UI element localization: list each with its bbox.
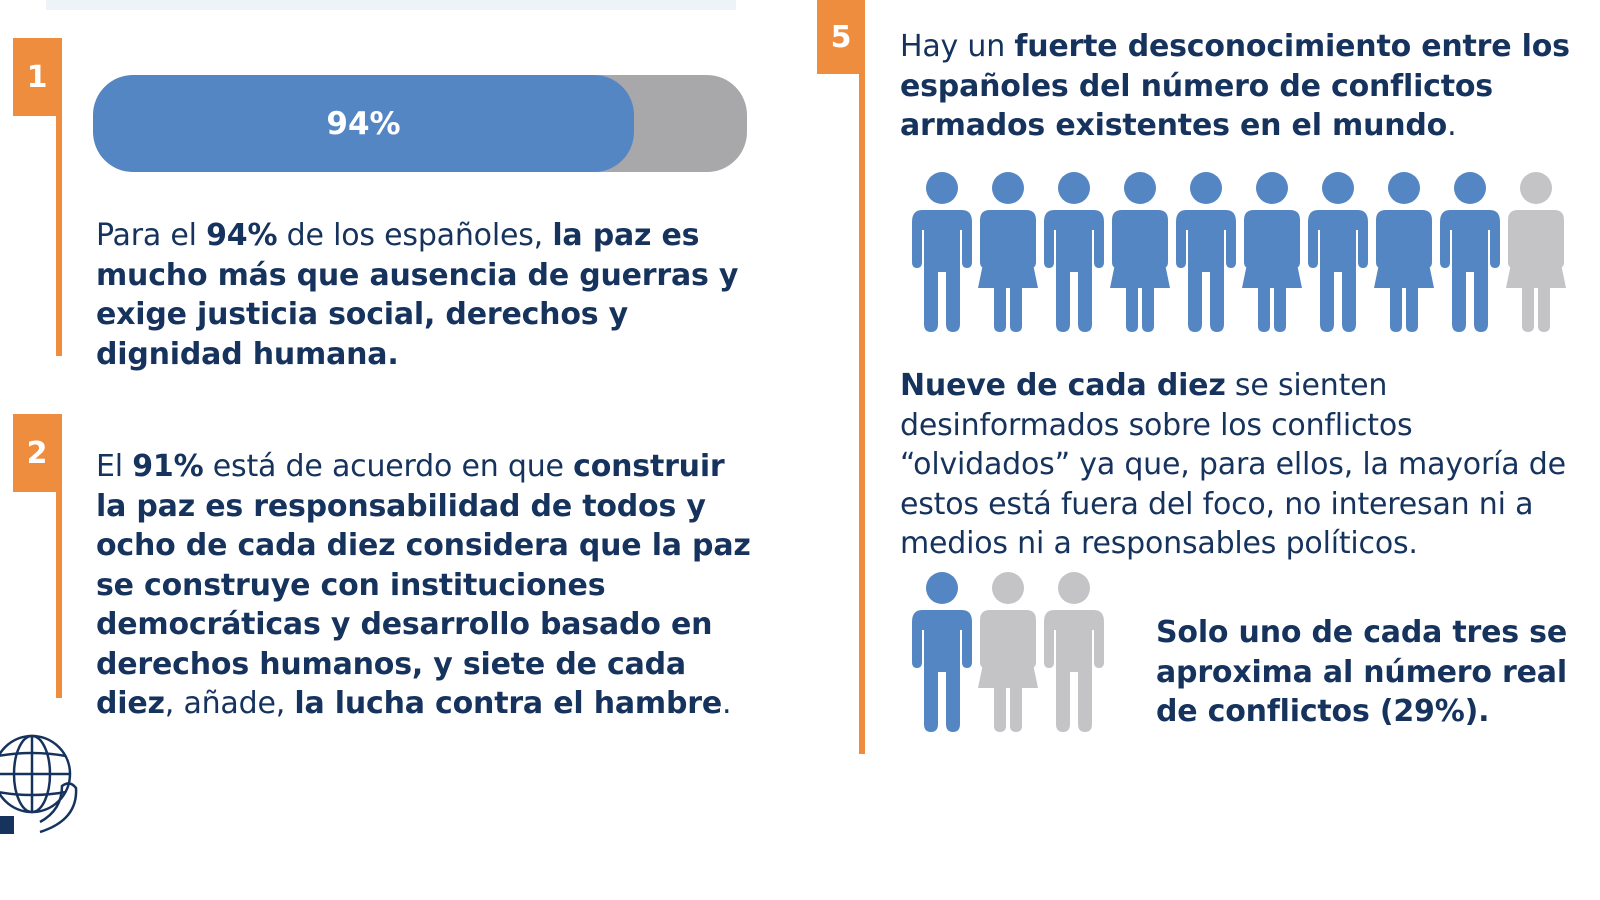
text-run: Para el [96, 218, 207, 253]
text-emphasis: Nueve de cada diez [900, 368, 1226, 403]
text-run: está de acuerdo en que [203, 449, 574, 484]
text-run: , añade, [164, 686, 295, 721]
person-icon [976, 168, 1040, 334]
top-strip [46, 0, 736, 10]
person-icon [1174, 168, 1238, 334]
people-pictogram-ten [910, 168, 1568, 334]
person-icon [1108, 168, 1172, 334]
text-emphasis: 94% [206, 218, 278, 253]
section1-text [96, 216, 756, 374]
text-emphasis: 91% [132, 449, 204, 484]
text-run: de los españoles, [277, 218, 553, 253]
section-number: 2 [26, 435, 48, 471]
section-number: 1 [26, 59, 48, 95]
text-run: . [1447, 108, 1457, 143]
person-icon [976, 568, 1040, 734]
person-icon [1306, 168, 1370, 334]
person-icon [1240, 168, 1304, 334]
progress-label: 94% [326, 105, 401, 142]
person-icon [1042, 168, 1106, 334]
person-icon [1438, 168, 1502, 334]
section-number: 5 [830, 19, 852, 55]
section-number-badge-2 [13, 414, 61, 492]
section-line-5 [859, 0, 865, 754]
section5-mid [900, 366, 1590, 564]
globe-hands-icon [0, 730, 82, 844]
text-emphasis: la lucha contra el hambre [294, 686, 722, 721]
person-icon [1042, 568, 1106, 734]
text-emphasis: Solo uno de cada tres se aproxima al número real de conflictos (29%). [1156, 615, 1567, 729]
text-emphasis: la paz es mucho más que ausencia de guerras y exige justicia social, derechos y dignidad humana. [96, 218, 739, 372]
people-pictogram-three [910, 568, 1106, 734]
person-icon [1504, 168, 1568, 334]
text-run: se sienten desinformados sobre los conflictos “olvidados” ya que, para ellos, la mayoría de estos está fuera del foco, no interesan ni a medios ni a responsables políticos. [900, 368, 1566, 561]
section-line-2 [56, 414, 62, 698]
section-line-1 [56, 38, 62, 356]
section5-intro [900, 27, 1590, 146]
person-icon [910, 168, 974, 334]
section5-bottom [1156, 613, 1576, 732]
person-icon [1372, 168, 1436, 334]
section-number-badge-5 [817, 0, 865, 74]
section-number-badge-1 [13, 38, 61, 116]
text-run: Hay un [900, 29, 1015, 64]
progress-bar [93, 75, 747, 172]
person-icon [910, 568, 974, 734]
text-emphasis: construir la paz es responsabilidad de todos y ocho de cada diez considera que la paz se construye con instituciones democráticas y desarrollo basado en derechos humanos, y siete de cada diez [96, 449, 751, 721]
section2-text [96, 447, 756, 724]
text-run: El [96, 449, 133, 484]
text-run: . [721, 686, 732, 721]
text-emphasis: fuerte desconocimiento entre los españoles del número de conflictos armados existentes en el mundo [900, 29, 1570, 143]
